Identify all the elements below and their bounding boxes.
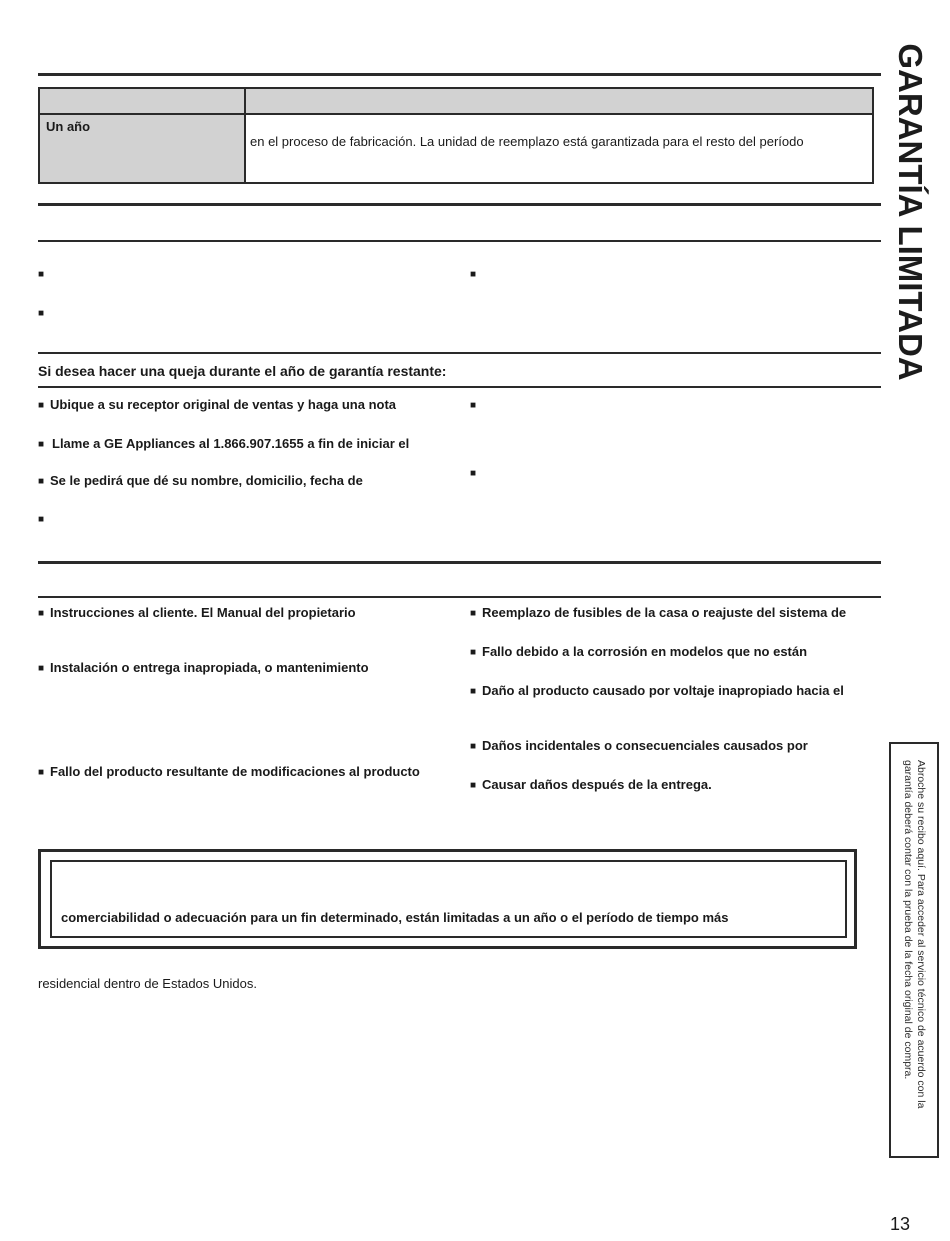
section-rule-6 — [38, 596, 881, 598]
bullet-marker: ■ — [470, 686, 477, 697]
claim-item: ■ Llame a GE Appliances al 1.866.907.1655 a fin de iniciar el — [38, 436, 410, 451]
claim-item: ■ Ubique a su receptor original de ventas y haga una nota — [38, 397, 397, 412]
claim-heading: Si desea hacer una queja durante el año de garantía restante: — [38, 363, 447, 379]
bullet-marker: ■ — [38, 514, 45, 525]
footer-text: residencial dentro de Estados Unidos. — [38, 976, 257, 991]
coverage-text: en el proceso de fabricación. La unidad de reemplazo está garantizada para el resto del período — [250, 134, 804, 149]
bullet-marker: ■ — [38, 476, 45, 487]
bullet-marker: ■ — [38, 767, 45, 778]
page-number: 13 — [890, 1214, 911, 1234]
exclusion-item: ■ Daños incidentales o consecuenciales causados por — [470, 738, 808, 753]
bullet-marker: ■ — [470, 741, 477, 752]
bullet-marker: ■ — [38, 608, 45, 619]
bullet-marker: ■ — [470, 780, 477, 791]
disclaimer-box — [38, 849, 857, 949]
bullet-marker: ■ — [470, 468, 477, 479]
bullet-marker: ■ — [38, 663, 45, 674]
warranty-period: Un año — [46, 119, 91, 134]
claim-item: ■ Se le pedirá que dé su nombre, domicilio, fecha de — [38, 473, 363, 488]
receipt-note: Abroche su recibo aquí. Para acceder al servicio técnico de acuerdo con la garantía deberá contar con la prueba de la fecha original de compra. — [902, 760, 927, 1109]
side-title: GARANTÍA LIMITADA — [892, 43, 929, 381]
exclusion-item: ■ Instalación o entrega inapropiada, o mantenimiento — [38, 660, 369, 675]
disclaimer-text: comerciabilidad o adecuación para un fin determinado, están limitadas a un año o el período de tiempo más — [61, 910, 729, 925]
warranty-table — [38, 87, 874, 184]
table-header-right — [246, 89, 872, 115]
bullet-marker: ■ — [470, 400, 477, 411]
exclusion-item: ■ Daño al producto causado por voltaje inapropiado hacia el — [470, 683, 844, 698]
section-rule-5 — [38, 561, 881, 564]
section-rule-1 — [38, 203, 881, 206]
disclaimer-inner-box — [50, 860, 847, 938]
bullet-marker: ■ — [38, 269, 45, 280]
bullet-marker: ■ — [38, 308, 45, 319]
bullet-marker: ■ — [38, 400, 45, 411]
bullet-marker: ■ — [38, 439, 45, 450]
section-rule-2 — [38, 240, 881, 242]
exclusion-item: ■ Fallo debido a la corrosión en modelos que no están — [470, 644, 808, 659]
top-rule — [38, 73, 881, 76]
exclusion-item: ■ Causar daños después de la entrega. — [470, 777, 712, 792]
exclusion-item: ■ Instrucciones al cliente. El Manual del propietario — [38, 605, 356, 620]
table-period-cell — [40, 115, 246, 182]
bullet-marker: ■ — [470, 269, 477, 280]
exclusion-item: ■ Fallo del producto resultante de modificaciones al producto — [38, 764, 420, 779]
table-coverage-cell — [246, 115, 872, 182]
bullet-marker: ■ — [470, 608, 477, 619]
table-header-left — [40, 89, 246, 115]
bullet-marker: ■ — [470, 647, 477, 658]
section-rule-3 — [38, 352, 881, 354]
exclusion-item: ■ Reemplazo de fusibles de la casa o reajuste del sistema de — [470, 605, 847, 620]
receipt-staple-box — [889, 742, 939, 1158]
section-rule-4 — [38, 386, 881, 388]
